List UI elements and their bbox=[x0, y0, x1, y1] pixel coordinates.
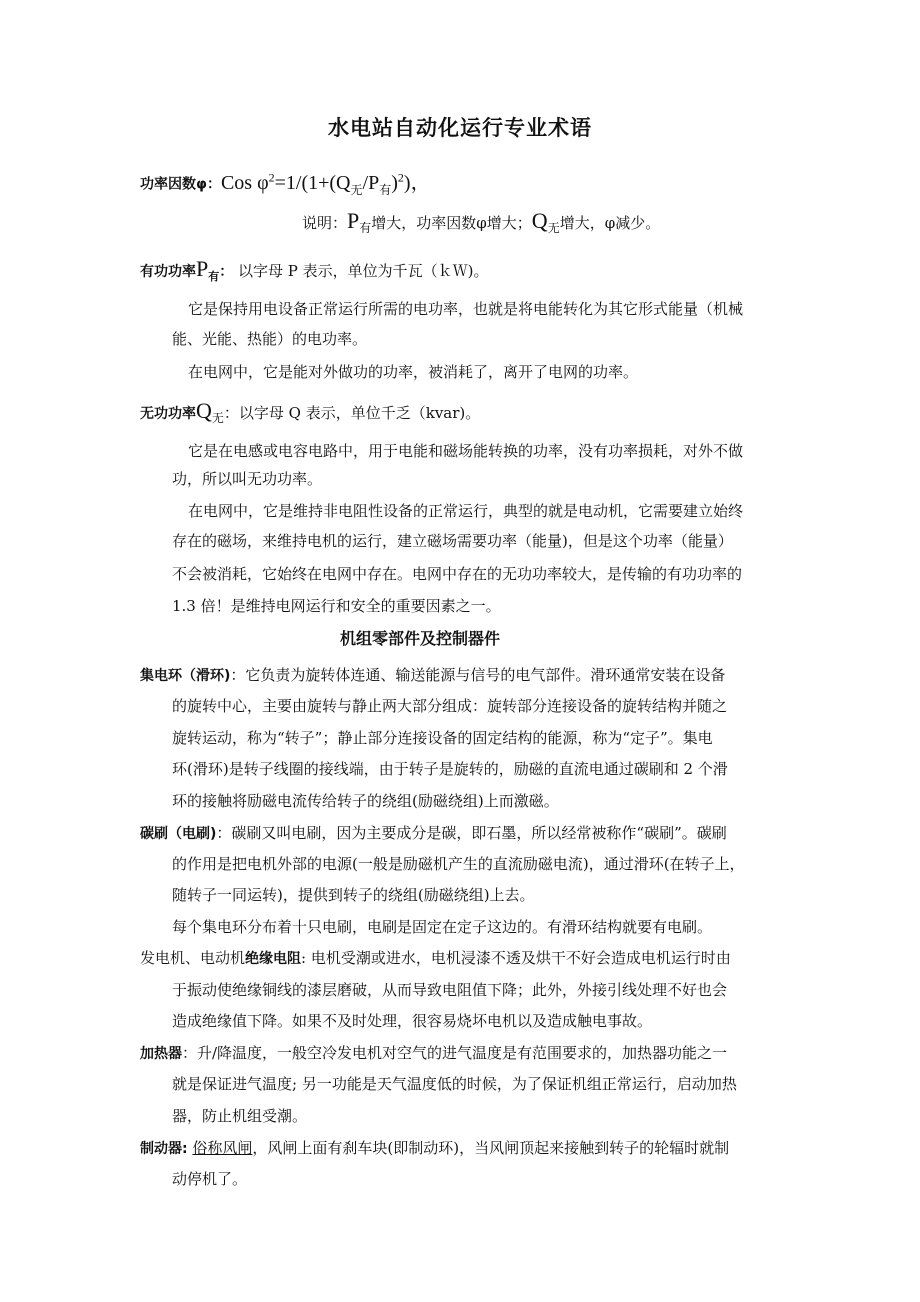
paragraph-line: 每个集电环分布着十只电刷，电刷是固定在定子这边的。有滑环结构就要有电刷。 bbox=[172, 918, 713, 936]
paragraph-line: 旋转运动，称为“转子”；静止部分连接设备的固定结构的能源，称为“定子”。集电 bbox=[172, 729, 713, 747]
power-factor-formula bbox=[220, 170, 431, 197]
note-text: 增大，φ减少。 bbox=[559, 214, 661, 232]
paragraph-line: 存在的磁场，来维持电机的运行，建立磁场需要功率（能量)，但是这个功率（能量） bbox=[172, 532, 733, 550]
paragraph-line: 的作用是把电机外部的电源(一般是励磁机产生的直流励磁电流)，通过滑环(在转子上， bbox=[172, 855, 745, 873]
active-power-colon: ： bbox=[219, 264, 234, 280]
formula-part: )， bbox=[403, 171, 431, 194]
carbon-brush-line bbox=[140, 822, 727, 845]
formula-sub: 无 bbox=[350, 182, 363, 197]
note-sub: 无 bbox=[547, 221, 560, 235]
slip-ring-term: 集电环（滑环) bbox=[140, 668, 231, 684]
paragraph-line: 环(滑环)是转子线圈的接线端，由于转子是旋转的，励磁的直流电通过碳刷和 2 个滑 bbox=[172, 760, 728, 778]
power-factor-line bbox=[140, 166, 431, 201]
active-power-symbol: P bbox=[196, 256, 209, 281]
paragraph-line: 在电网中，它是能对外做功的功率，被消耗了，离开了电网的功率。 bbox=[188, 363, 639, 381]
brake-line bbox=[140, 1137, 729, 1160]
note-sub: 有 bbox=[359, 221, 372, 235]
paragraph-line: 造成绝缘值下降。如果不及时处理，很容易烧坏电机以及造成触电事故。 bbox=[172, 1012, 653, 1030]
active-power-desc: 以字母 P 表示，单位为千瓦（ｋＷ)。 bbox=[238, 262, 489, 280]
paragraph-line: 它是保持用电设备正常运行所需的电功率，也就是将电能转化为其它形式能量（机械 bbox=[188, 300, 744, 318]
heater-term: 加热器 bbox=[140, 1046, 182, 1062]
paragraph-line: 它是在电感或电容电路中，用于电能和磁场能转换的功率，没有功率损耗，对外不做 bbox=[188, 442, 744, 460]
formula-part: ) bbox=[391, 171, 398, 194]
note-symbol: Q bbox=[531, 208, 548, 233]
reactive-power-desc: ：以字母 Q 表示，单位千乏（kvar)。 bbox=[223, 404, 481, 422]
brake-term: 制动器 bbox=[140, 1141, 182, 1157]
brake-colon: : bbox=[182, 1141, 188, 1157]
paragraph-line: 的旋转中心，主要由旋转与静止两大部分组成：旋转部分连接设备的旋转结构并随之 bbox=[172, 697, 728, 715]
carbon-brush-text: ：碳刷又叫电刷，因为主要成分是碳，即石墨，所以经常被称作“碳刷”。碳刷 bbox=[216, 824, 727, 842]
formula-part: /P bbox=[362, 171, 380, 194]
paragraph-line: 环的接触将励磁电流传给转子的绕组(励磁绕组)上而激磁。 bbox=[172, 792, 559, 810]
reactive-power-sub: 无 bbox=[211, 411, 224, 425]
carbon-brush-term: 碳刷（电刷) bbox=[140, 826, 217, 842]
paragraph-line: 器，防止机组受潮。 bbox=[172, 1107, 308, 1125]
paragraph-line: 1.3 倍！是维持电网运行和安全的重要因素之一。 bbox=[172, 597, 501, 615]
paragraph-line: 功，所以叫无功功率。 bbox=[172, 470, 323, 488]
formula-sup: 2 bbox=[268, 170, 275, 184]
slip-ring-text: ：它负责为旋转体连通、输送能源与信号的电气部件。滑环通常安装在设备 bbox=[230, 666, 726, 684]
brake-text: ，风闸上面有刹车块(即制动环)，当风闸顶起来接触到转子的轮辐时就制 bbox=[252, 1139, 730, 1157]
insulation-prefix: 发电机、电动机 bbox=[140, 949, 246, 967]
paragraph-line: 在电网中，它是维持非电阻性设备的正常运行，典型的就是电动机，它需要建立始终 bbox=[188, 502, 744, 520]
heater-text: ：升/降温度，一般空冷发电机对空气的进气温度是有范围要求的，加热器功能之一 bbox=[182, 1044, 728, 1062]
insulation-term: 绝缘电阻 bbox=[245, 951, 302, 967]
note-symbol: P bbox=[347, 208, 360, 233]
paragraph-line: 动停机了。 bbox=[172, 1170, 248, 1188]
section-title: 机组零部件及控制器件 bbox=[339, 629, 500, 648]
reactive-power-symbol: Q bbox=[196, 398, 212, 423]
paragraph-line: 就是保证进气温度; 另一功能是天气温度低的时候，为了保证机组正常运行，启动加热 bbox=[172, 1075, 737, 1093]
power-factor-term: 功率因数φ： bbox=[140, 176, 221, 193]
paragraph-line: 于振动使绝缘铜线的漆层磨破，从而导致电阻值下降；此外，外接引线处理不好也会 bbox=[172, 981, 728, 999]
heater-line bbox=[140, 1042, 727, 1065]
reactive-power-term: 无功功率 bbox=[140, 406, 196, 422]
reactive-power-heading bbox=[140, 400, 480, 429]
active-power-heading bbox=[140, 258, 489, 288]
formula-sup: 2 bbox=[397, 170, 404, 184]
formula-sub: 有 bbox=[379, 182, 392, 197]
page-title: 水电站自动化运行专业术语 bbox=[328, 116, 592, 140]
power-factor-note bbox=[302, 210, 660, 239]
formula-part: =1/(1+(Q bbox=[274, 171, 351, 194]
insulation-line bbox=[140, 947, 731, 970]
active-power-term: 有功功率 bbox=[140, 264, 196, 280]
slip-ring-line bbox=[140, 664, 725, 687]
brake-alias: 俗称风闸 bbox=[192, 1139, 253, 1157]
paragraph-line: 不会被消耗，它始终在电网中存在。电网中存在的无功功率较大，是传输的有功功率的 bbox=[172, 565, 743, 583]
formula-part: Cos φ bbox=[220, 171, 269, 194]
active-power-sub: 有 bbox=[208, 270, 220, 283]
paragraph-line: 能、光能、热能）的电功率。 bbox=[172, 330, 368, 348]
insulation-text: : 电机受潮或进水，电机浸漆不透及烘干不好会造成电机运行时由 bbox=[301, 949, 731, 967]
note-text: 说明： bbox=[302, 214, 348, 232]
paragraph-line: 随转子一同运转)，提供到转子的绕组(励磁绕组)上去。 bbox=[172, 886, 535, 904]
note-text: 增大，功率因数φ增大； bbox=[371, 214, 532, 232]
